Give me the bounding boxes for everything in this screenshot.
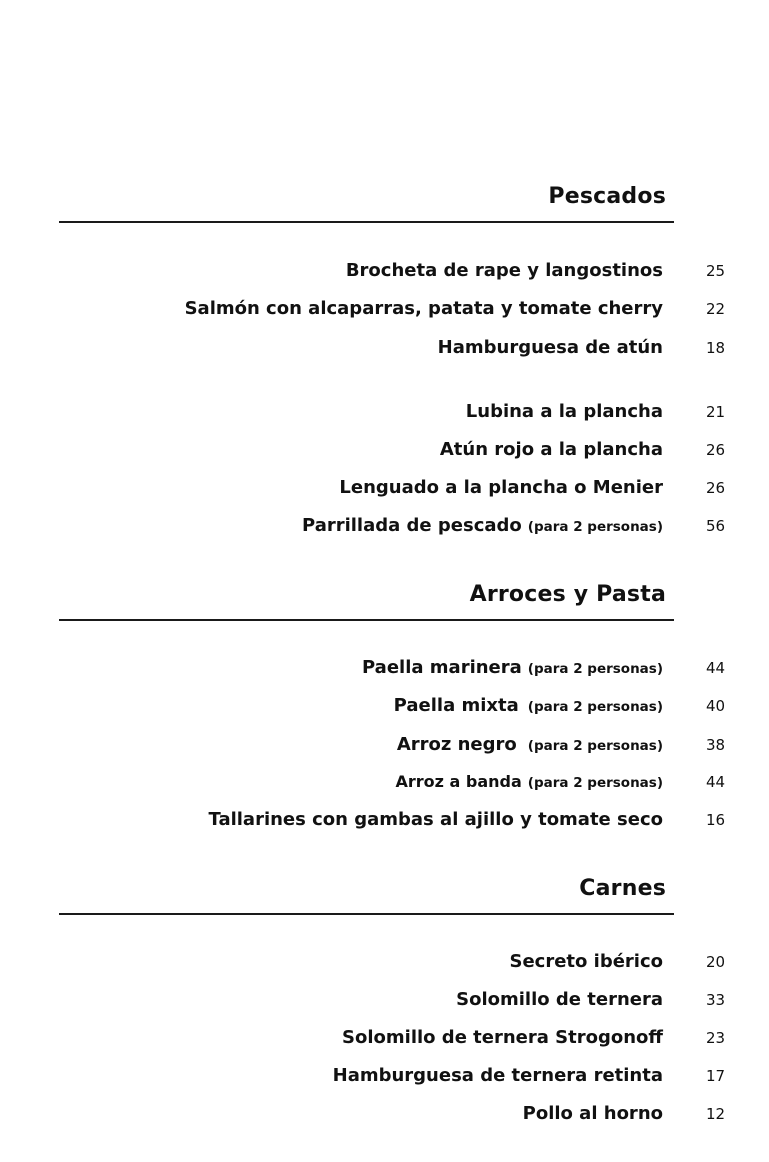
- section-divider: [59, 913, 674, 915]
- menu-item-price: 21: [706, 403, 726, 421]
- menu-item-name-text: Solomillo de ternera Strogonoff: [342, 1027, 663, 1048]
- menu-item: [0, 257, 769, 285]
- menu-item-name: [456, 986, 663, 1014]
- menu-item-price: 38: [706, 736, 726, 754]
- menu-item-name-text: Secreto ibérico: [509, 951, 663, 972]
- menu-item-price: 33: [706, 991, 726, 1009]
- menu-item-name: [438, 334, 663, 362]
- menu-item-name: [395, 768, 663, 797]
- menu-item-name: [362, 654, 663, 683]
- menu-item-note: (para 2 personas): [527, 738, 663, 754]
- menu-item-name-text: Pollo al horno: [522, 1103, 663, 1124]
- menu-item-name: [523, 1100, 663, 1128]
- menu-item-price: 25: [706, 262, 726, 280]
- menu-item-name-text: Lubina a la plancha: [465, 401, 663, 422]
- menu-item: [0, 512, 769, 540]
- menu-item: [0, 986, 769, 1014]
- menu-item-name-text: Paella marinera: [361, 657, 522, 678]
- menu-item-name: [302, 512, 663, 541]
- menu-item-name-text: Hamburguesa de ternera retinta: [332, 1065, 663, 1086]
- menu-item-price: 18: [706, 339, 726, 357]
- menu-item-name-text: Parrillada de pescado: [301, 515, 522, 536]
- menu-item-note: (para 2 personas): [527, 661, 663, 677]
- menu-item: [0, 731, 769, 759]
- menu-item-note: (para 2 personas): [527, 519, 663, 535]
- menu-item-price: 26: [706, 479, 726, 497]
- menu-item-name-text: Brocheta de rape y langostinos: [345, 260, 663, 281]
- menu-item: [0, 692, 769, 720]
- menu-item-price: 17: [706, 1067, 726, 1085]
- menu-item: [0, 1062, 769, 1090]
- menu-item: [0, 1100, 769, 1128]
- menu-item-name: [342, 1024, 663, 1052]
- menu-item: [0, 436, 769, 464]
- menu-item-name-text: Tallarines con gambas al ajillo y tomate seco: [208, 809, 663, 830]
- menu-item-price: 56: [706, 517, 726, 535]
- menu-item-name: [185, 295, 663, 323]
- menu-item-name-text: Arroz a banda: [395, 772, 522, 791]
- menu-item-name-text: Paella mixta: [393, 695, 519, 716]
- section-divider: [59, 619, 674, 621]
- menu-item-price: 22: [706, 300, 726, 318]
- menu-item: [0, 1024, 769, 1052]
- menu-item: [0, 474, 769, 502]
- menu-item-name-text: Hamburguesa de atún: [437, 337, 663, 358]
- menu-item-price: 44: [706, 773, 726, 791]
- menu-item-name: [339, 474, 663, 502]
- menu-item: [0, 654, 769, 682]
- menu-item-price: 26: [706, 441, 726, 459]
- menu-item: [0, 768, 769, 796]
- menu-item-name: [208, 806, 663, 834]
- menu-item-name-text: Lenguado a la plancha o Menier: [339, 477, 663, 498]
- section-title: Arroces y Pasta: [469, 582, 666, 607]
- menu-item: [0, 806, 769, 834]
- menu-item-name: [397, 731, 663, 760]
- menu-item-name: [440, 436, 663, 464]
- menu-item: [0, 295, 769, 323]
- menu-item-name: [466, 398, 663, 426]
- menu-item: [0, 334, 769, 362]
- menu-item-name-text: Arroz negro: [396, 734, 517, 755]
- menu-item-name: [346, 257, 663, 285]
- section-title: Pescados: [548, 184, 666, 209]
- menu-item-price: 40: [706, 697, 726, 715]
- menu-item-price: 23: [706, 1029, 726, 1047]
- menu-item: [0, 948, 769, 976]
- menu-item-name-text: Salmón con alcaparras, patata y tomate cherry: [184, 298, 663, 319]
- section-title: Carnes: [579, 876, 666, 901]
- menu-item: [0, 398, 769, 426]
- menu-item-name: [509, 948, 663, 976]
- menu-item-name: [333, 1062, 663, 1090]
- menu-item-note: (para 2 personas): [527, 775, 663, 791]
- menu-item-note: (para 2 personas): [527, 699, 663, 715]
- menu-item-price: 44: [706, 659, 726, 677]
- menu-item-price: 16: [706, 811, 726, 829]
- menu-item-name-text: Solomillo de ternera: [456, 989, 663, 1010]
- menu-item-price: 12: [706, 1105, 726, 1123]
- menu-item-name: [394, 692, 663, 721]
- menu-item-name-text: Atún rojo a la plancha: [439, 439, 663, 460]
- menu-item-price: 20: [706, 953, 726, 971]
- section-divider: [59, 221, 674, 223]
